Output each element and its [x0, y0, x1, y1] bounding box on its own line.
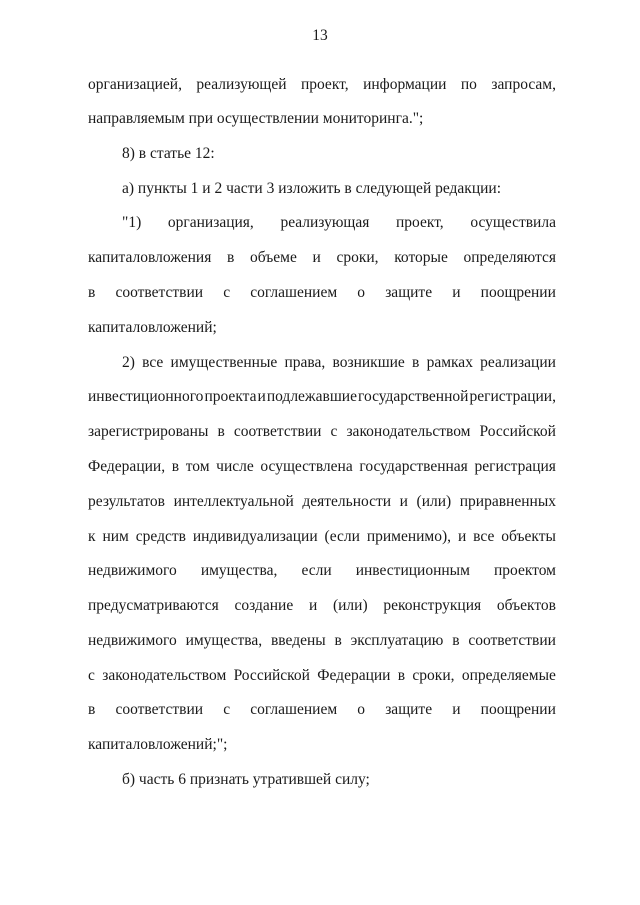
- word: Федерации,: [88, 458, 166, 475]
- word: с: [88, 667, 95, 684]
- word: все: [142, 354, 164, 371]
- word: осуществила: [470, 214, 556, 231]
- word: с: [223, 284, 231, 301]
- word: и: [452, 284, 461, 301]
- text-line: капиталовложений;";: [88, 736, 228, 753]
- word: Российской: [479, 423, 556, 440]
- word: ним: [102, 528, 129, 545]
- word: реконструкция: [383, 597, 482, 614]
- word: зарегистрированы: [88, 423, 209, 440]
- word: (или): [332, 597, 368, 614]
- word: проекта: [204, 388, 257, 405]
- word: Российской: [233, 667, 310, 684]
- text-line: [88, 596, 556, 616]
- word: капиталовложения: [88, 249, 212, 266]
- word: числе: [216, 458, 254, 475]
- word: сроки,: [412, 667, 455, 684]
- word: законодательством: [346, 423, 471, 440]
- word: регистрация: [474, 458, 556, 475]
- word: инвестиционного: [88, 388, 204, 405]
- word: реализующая: [280, 214, 370, 231]
- word: инвестиционным: [355, 562, 470, 579]
- word: проект,: [396, 214, 444, 231]
- word: к: [88, 528, 96, 545]
- word: рамках: [426, 354, 473, 371]
- text-line: [88, 75, 556, 95]
- word: Федерации: [317, 667, 391, 684]
- word: реализующей: [196, 76, 287, 93]
- word: имущества,: [200, 562, 278, 579]
- word: осуществлена: [260, 458, 353, 475]
- word: защите: [385, 701, 433, 718]
- word: соответствии: [468, 632, 556, 649]
- word: в: [88, 284, 96, 301]
- word: соглашением: [250, 284, 338, 301]
- word: деятельности: [302, 493, 392, 510]
- text-line: [122, 213, 556, 233]
- word: результатов: [88, 493, 165, 510]
- text-line: б) часть 6 признать утратившей силу;: [122, 771, 370, 788]
- word: имущественные: [170, 354, 278, 371]
- word: с: [223, 701, 231, 718]
- word: и: [257, 388, 266, 405]
- word: интеллектуальной: [173, 493, 294, 510]
- word: объекты: [501, 528, 556, 545]
- word: создание: [234, 597, 294, 614]
- word: в: [217, 423, 225, 440]
- text-line: [88, 666, 556, 686]
- text-line: 8) в статье 12:: [122, 145, 215, 162]
- word: проектом: [493, 562, 556, 579]
- word: и: [399, 493, 408, 510]
- word: соответствии: [233, 423, 322, 440]
- word: организацией,: [88, 76, 182, 93]
- text-line: [88, 387, 556, 407]
- word: по: [460, 76, 477, 93]
- word: определяются: [463, 249, 556, 266]
- word: соглашением: [250, 701, 338, 718]
- word: регистрации,: [469, 388, 556, 405]
- word: о: [357, 284, 366, 301]
- word: индивидуализации: [192, 528, 318, 545]
- word: в: [88, 701, 96, 718]
- word: недвижимого: [88, 632, 177, 649]
- word: в: [171, 458, 180, 475]
- word: в: [227, 249, 235, 266]
- text-line: [88, 492, 556, 512]
- word: применимо),: [366, 528, 452, 545]
- word: эксплуатацию: [350, 632, 444, 649]
- word: (если: [324, 528, 360, 545]
- word: предусматриваются: [88, 597, 219, 614]
- text-line: капиталовложений;: [88, 319, 217, 336]
- text-line: [88, 422, 556, 442]
- text-line: [88, 700, 556, 720]
- word: "1): [122, 214, 142, 231]
- word: государственной: [357, 388, 469, 405]
- word: соответствии: [115, 701, 204, 718]
- word: все: [473, 528, 495, 545]
- text-line: [88, 283, 556, 303]
- word: определяемые: [461, 667, 556, 684]
- word: и: [452, 701, 461, 718]
- word: средств: [135, 528, 186, 545]
- word: если: [301, 562, 332, 579]
- word: и: [308, 597, 318, 614]
- word: запросам,: [491, 76, 556, 93]
- word: сроки,: [336, 249, 379, 266]
- word: и: [457, 528, 467, 545]
- word: поощрении: [480, 284, 556, 301]
- word: защите: [385, 284, 433, 301]
- text-line: [88, 631, 556, 651]
- page-number: 13: [312, 27, 328, 44]
- word: информации: [363, 76, 447, 93]
- word: недвижимого: [88, 562, 177, 579]
- word: объектов: [496, 597, 556, 614]
- word: соответствии: [115, 284, 204, 301]
- text-line: [88, 457, 556, 477]
- word: организация,: [167, 214, 254, 231]
- word: в: [452, 632, 460, 649]
- word: проект,: [300, 76, 349, 93]
- word: права,: [284, 354, 326, 371]
- word: о: [357, 701, 366, 718]
- word: подлежавшие: [266, 388, 357, 405]
- word: имущества,: [185, 632, 263, 649]
- word: с: [330, 423, 338, 440]
- word: которые: [394, 249, 448, 266]
- text-line: [88, 561, 556, 581]
- text-line: [88, 248, 556, 268]
- text-line: [122, 353, 556, 373]
- text-line: [88, 527, 556, 547]
- word: приравненных: [459, 493, 556, 510]
- word: 2): [122, 354, 135, 371]
- word: и: [312, 249, 321, 266]
- word: законодательством: [102, 667, 227, 684]
- word: в: [397, 667, 406, 684]
- word: введены: [270, 632, 326, 649]
- word: реализации: [480, 354, 556, 371]
- word: в: [412, 354, 420, 371]
- word: объеме: [249, 249, 297, 266]
- word: (или): [416, 493, 452, 510]
- word: поощрении: [480, 701, 556, 718]
- word: в: [334, 632, 342, 649]
- text-line: а) пункты 1 и 2 части 3 изложить в следующей редакции:: [122, 180, 502, 197]
- text-line: направляемым при осуществлении мониторинга.";: [88, 110, 424, 127]
- word: том: [185, 458, 210, 475]
- word: государственная: [359, 458, 468, 475]
- word: возникшие: [332, 354, 405, 371]
